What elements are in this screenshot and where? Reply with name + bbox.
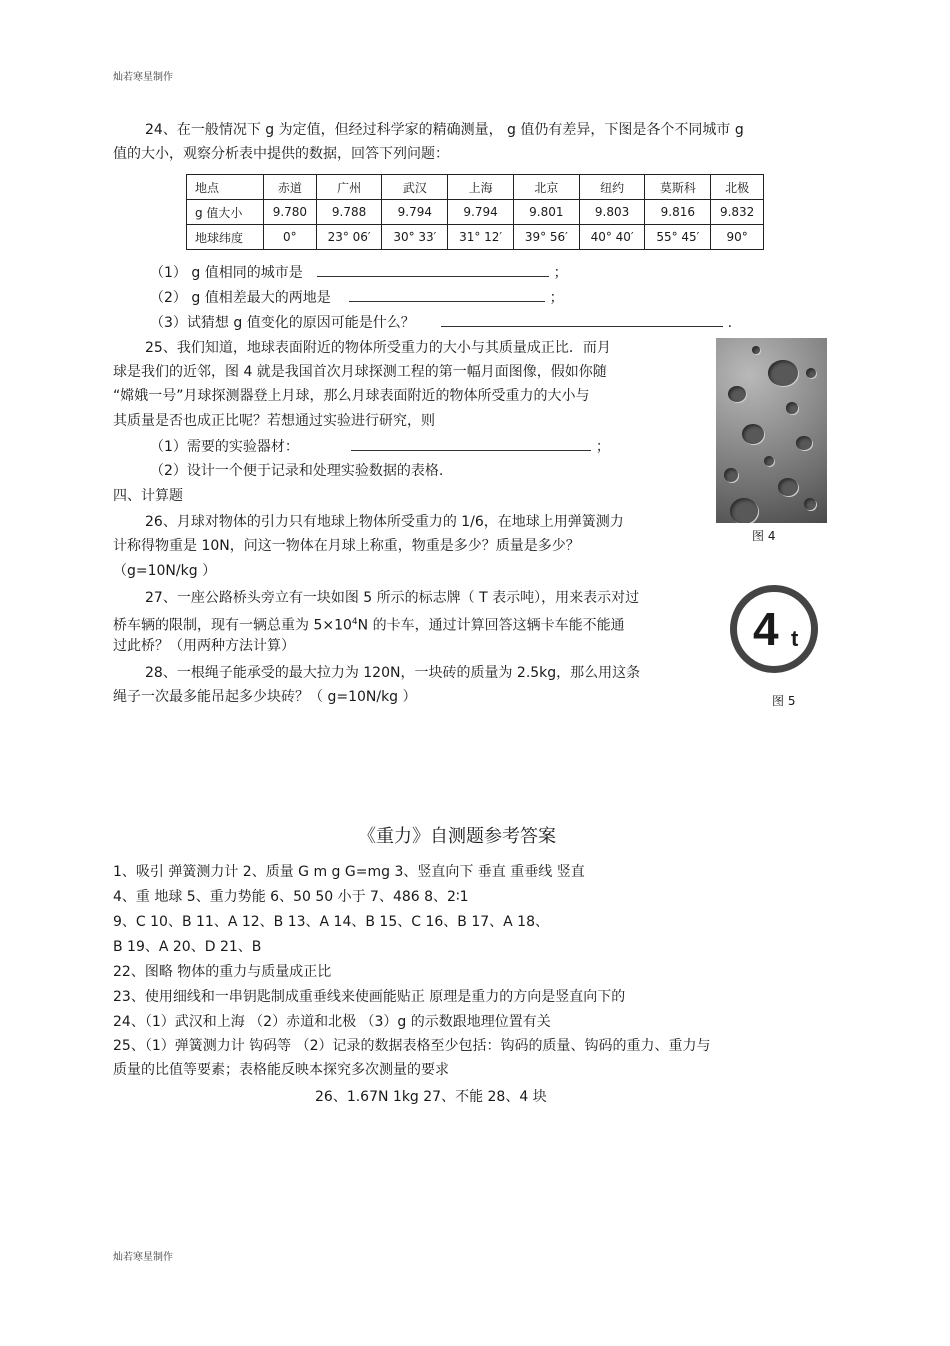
answer-line: 23、使用细线和一串钥匙制成重垂线来使画能贴正 原理是重力的方向是竖直向下的 — [113, 989, 626, 1005]
q24-sub3 — [150, 312, 732, 333]
moon-surface-image — [716, 338, 827, 523]
answer-line-last: 26、1.67N 1kg 27、不能 28、4 块 — [315, 1089, 547, 1105]
table-cell: 55° 45′ — [645, 225, 711, 250]
table-cell: 9.794 — [448, 200, 514, 225]
q25-sub1-text: （1）需要的实验器材： — [150, 439, 299, 455]
table-cell: 30° 33′ — [382, 225, 448, 250]
q28-line-1: 28、一根绳子能承受的最大拉力为 120N，一块砖的质量为 2.5kg，那么用这条 — [145, 665, 641, 681]
table-cell: 9.816 — [645, 200, 711, 225]
table-cell: 9.801 — [513, 200, 579, 225]
table-cell: 23° 06′ — [316, 225, 382, 250]
table-cell: 9.803 — [579, 200, 645, 225]
answer-blank[interactable] — [317, 262, 549, 277]
table-cell: 40° 40′ — [579, 225, 645, 250]
answer-line: B 19、A 20、D 21、B — [113, 939, 262, 955]
table-cell: 9.832 — [711, 200, 764, 225]
table-cell: g 值大小 — [187, 200, 264, 225]
figure-4-caption: 图 4 — [752, 529, 776, 543]
q25-line-2: 球是我们的近邻，图 4 就是我国首次月球探测工程的第一幅月面图像，假如你随 — [113, 364, 607, 380]
table-header-row — [187, 175, 764, 200]
table-cell: 地点 — [187, 175, 264, 200]
table-cell: 广州 — [316, 175, 382, 200]
q24-intro-2: 值的大小，观察分析表中提供的数据，回答下列问题： — [113, 146, 449, 162]
q26-line-1: 26、月球对物体的引力只有地球上物体所受重力的 1/6，在地球上用弹簧测力 — [145, 514, 624, 530]
table-cell: 北京 — [513, 175, 579, 200]
q24-intro: 24、在一般情况下 g 为定值，但经过科学家的精确测量， g 值仍有差异，下图是各个不同城市 g — [145, 122, 744, 138]
page-header: 灿若寒星制作 — [113, 72, 173, 83]
table-cell: 纽约 — [579, 175, 645, 200]
table-cell: 9.780 — [264, 200, 317, 225]
answer-line: 22、图略 物体的重力与质量成正比 — [113, 964, 332, 980]
sign-number: 4 — [753, 603, 779, 655]
answer-line: 1、吸引 弹簧测力计 2、质量 G m g G=mg 3、竖直向下 垂直 重垂线 竖直 — [113, 864, 585, 880]
q27-line-1: 27、一座公路桥头旁立有一块如图 5 所示的标志牌（ T 表示吨），用来表示对过 — [145, 590, 640, 606]
weight-limit-sign — [730, 585, 818, 673]
q25-sub1-end: ； — [595, 439, 610, 455]
table-cell: 90° — [711, 225, 764, 250]
q25-line-1: 25、我们知道，地球表面附近的物体所受重力的大小与其质量成正比．而月 — [145, 340, 611, 356]
q25-sub1 — [150, 436, 610, 457]
q26-line-2: 计称得物重是 10N，问这一物体在月球上称重，物重是多少？质量是多少？ — [113, 538, 580, 554]
table-row — [187, 200, 764, 225]
q27-line-2a: 桥车辆的限制，现有一辆总重为 5×10 — [113, 617, 352, 634]
q27-line-2b: N 的卡车，通过计算回答这辆卡车能不能通 — [357, 617, 625, 634]
answer-line: 质量的比值等要素；表格能反映本探究多次测量的要求 — [113, 1062, 449, 1078]
table-cell: 9.788 — [316, 200, 382, 225]
q27-line-2 — [113, 612, 625, 636]
answer-blank[interactable] — [349, 287, 545, 302]
q24-sub1-end: ； — [553, 265, 568, 281]
g-value-table — [186, 174, 764, 250]
q25-sub2: （2）设计一个便于记录和处理实验数据的表格. — [150, 463, 444, 479]
table-cell: 北极 — [711, 175, 764, 200]
answer-line: 4、重 地球 5、重力势能 6、50 50 小于 7、486 8、2∶1 — [113, 889, 469, 905]
q24-sub1-text: （1） g 值相同的城市是 — [150, 265, 303, 281]
table-cell: 39° 56′ — [513, 225, 579, 250]
section-heading: 四、计算题 — [113, 488, 183, 504]
sign-unit: t — [791, 626, 799, 651]
table-cell: 上海 — [448, 175, 514, 200]
q24-sub3-text: （3）试猜想 g 值变化的原因可能是什么？ — [150, 315, 415, 331]
table-cell: 9.794 — [382, 200, 448, 225]
table-row — [187, 225, 764, 250]
q24-sub2-end: ； — [549, 290, 564, 306]
q24-sub3-end: . — [727, 315, 733, 331]
table-cell: 31° 12′ — [448, 225, 514, 250]
answer-line: 24、（1）武汉和上海 （2）赤道和北极 （3）g 的示数跟地理位置有关 — [113, 1014, 551, 1030]
q25-line-4: 其质量是否也成正比呢？若想通过实验进行研究，则 — [113, 413, 435, 429]
answer-line: 25、（1）弹簧测力计 钩码等 （2）记录的数据表格至少包括：钩码的质量、钩码的重力、重力与 — [113, 1038, 711, 1054]
table-cell: 赤道 — [264, 175, 317, 200]
q27-exponent: 4 — [351, 617, 358, 627]
answer-blank[interactable] — [351, 436, 591, 451]
table-cell: 0° — [264, 225, 317, 250]
page-footer: 灿若寒星制作 — [113, 1252, 173, 1263]
q24-sub2-text: （2） g 值相差最大的两地是 — [150, 290, 331, 306]
q28-line-2: 绳子一次最多能吊起多少块砖？（ g=10N/kg ） — [113, 689, 417, 705]
answer-blank[interactable] — [441, 312, 723, 327]
q24-sub1 — [150, 262, 568, 283]
table-cell: 莫斯科 — [645, 175, 711, 200]
q24-sub2 — [150, 287, 564, 308]
q26-line-3: （g=10N/kg ） — [113, 563, 217, 579]
answers-title: 《重力》自测题参考答案 — [358, 826, 556, 847]
figure-5-caption: 图 5 — [772, 694, 796, 708]
table-cell: 武汉 — [382, 175, 448, 200]
q27-line-3: 过此桥？（用两种方法计算） — [113, 638, 295, 654]
answer-line: 9、C 10、B 11、A 12、B 13、A 14、B 15、C 16、B 17、A 18、 — [113, 914, 549, 930]
q25-line-3: “嫦娥一号”月球探测器登上月球，那么月球表面附近的物体所受重力的大小与 — [113, 388, 590, 404]
table-cell: 地球纬度 — [187, 225, 264, 250]
